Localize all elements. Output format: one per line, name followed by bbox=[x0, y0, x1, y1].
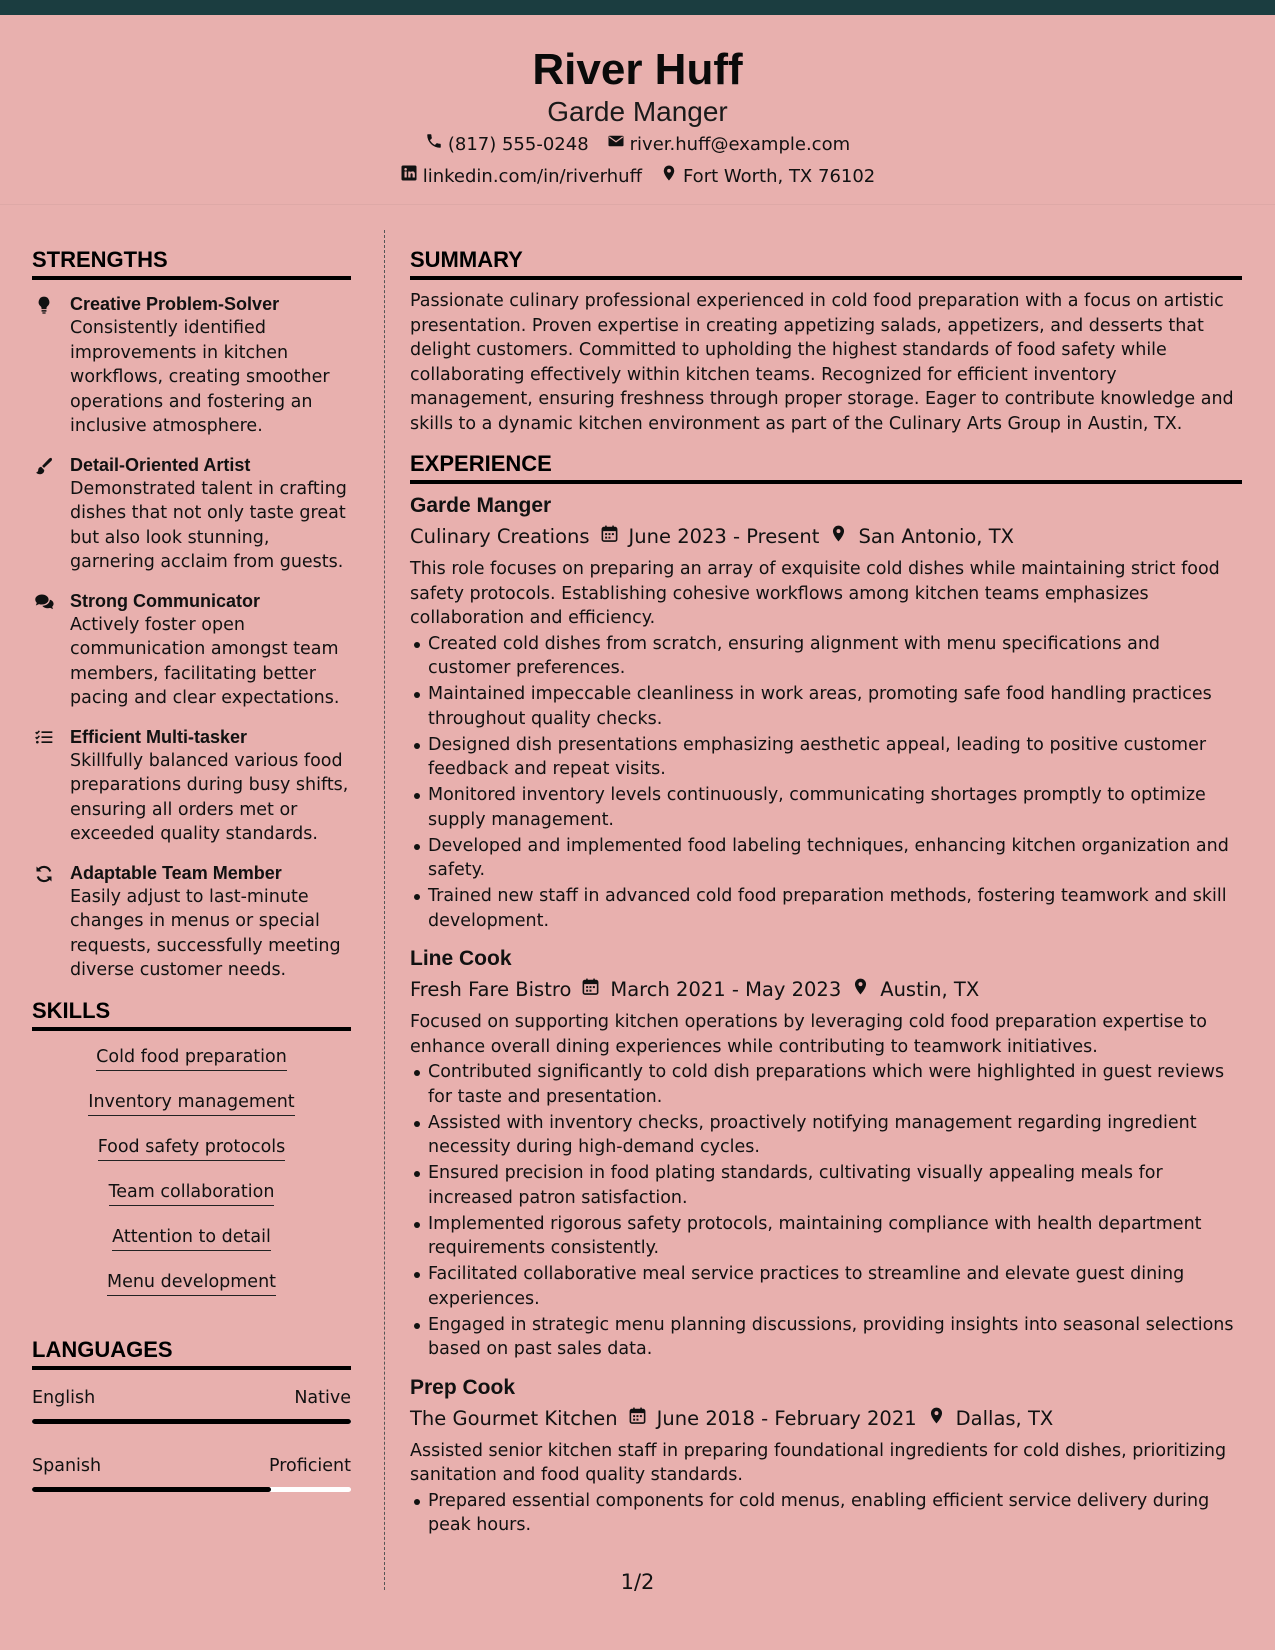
job-bullet: Maintained impeccable cleanliness in work areas, promoting safe food handling practices throughout quality checks. bbox=[410, 682, 1242, 731]
paintbrush-icon bbox=[32, 453, 70, 575]
skill-tag: Cold food preparation bbox=[96, 1045, 287, 1071]
language-proficiency-bar bbox=[32, 1487, 351, 1492]
language-item bbox=[32, 1454, 351, 1492]
strength-item bbox=[32, 589, 351, 711]
job-dates: June 2023 - Present bbox=[628, 525, 820, 548]
job-entry bbox=[410, 1374, 1242, 1538]
map-pin-icon bbox=[927, 1405, 946, 1433]
job-bullet: Prepared essential components for cold menus, enabling efficient service delivery during peak hours. bbox=[410, 1489, 1242, 1538]
strength-title: Creative Problem-Solver bbox=[70, 294, 280, 314]
envelope-icon bbox=[607, 129, 625, 161]
calendar-icon bbox=[600, 523, 619, 551]
map-pin-icon bbox=[851, 976, 870, 1004]
job-company: Fresh Fare Bistro bbox=[410, 978, 572, 1001]
checklist-icon bbox=[32, 725, 70, 847]
job-bullets bbox=[410, 632, 1242, 934]
strengths-heading: STRENGTHS bbox=[32, 246, 351, 280]
strength-item bbox=[32, 861, 351, 983]
job-bullets bbox=[410, 1489, 1242, 1538]
strength-title: Strong Communicator bbox=[70, 590, 261, 611]
phone-contact[interactable] bbox=[425, 129, 589, 161]
job-bullet: Engaged in strategic menu planning discussions, providing insights into seasonal selections based on past sales data. bbox=[410, 1313, 1242, 1362]
language-proficiency-fill bbox=[32, 1419, 351, 1424]
contact-row-1 bbox=[0, 129, 1275, 161]
language-name: English bbox=[32, 1387, 96, 1408]
job-title: Garde Manger bbox=[410, 494, 552, 517]
job-bullet: Designed dish presentations emphasizing aesthetic appeal, leading to positive customer feedback and repeat visits. bbox=[410, 733, 1242, 782]
linkedin-contact[interactable] bbox=[400, 161, 642, 193]
languages-heading: LANGUAGES bbox=[32, 1336, 351, 1370]
job-meta bbox=[410, 1405, 1242, 1433]
language-name: Spanish bbox=[32, 1455, 102, 1476]
strength-item bbox=[32, 292, 351, 439]
job-description: Assisted senior kitchen staff in preparing foundational ingredients for cold dishes, prioritizing sanitation and food quality standards. bbox=[410, 1440, 1227, 1485]
strength-desc: Skillfully balanced various food preparations during busy shifts, ensuring all orders met or exceeded quality standards. bbox=[70, 750, 349, 844]
job-company: The Gourmet Kitchen bbox=[410, 1406, 618, 1430]
email-contact[interactable] bbox=[607, 129, 850, 161]
strength-title: Detail-Oriented Artist bbox=[70, 454, 251, 475]
contact-row-2 bbox=[0, 161, 1275, 193]
comments-icon bbox=[32, 589, 70, 711]
calendar-icon bbox=[628, 1405, 647, 1433]
job-bullet: Created cold dishes from scratch, ensuring alignment with menu specifications and customer preferences. bbox=[410, 632, 1242, 681]
phone-icon bbox=[425, 129, 443, 161]
job-meta bbox=[410, 976, 1242, 1004]
linkedin-icon bbox=[400, 161, 418, 193]
language-proficiency-bar bbox=[32, 1419, 351, 1424]
page-number: 1/2 bbox=[620, 1570, 655, 1594]
job-dates: March 2021 - May 2023 bbox=[610, 978, 842, 1001]
map-pin-icon bbox=[660, 161, 678, 193]
location-text: Fort Worth, TX 76102 bbox=[682, 166, 876, 187]
strength-title: Adaptable Team Member bbox=[70, 862, 282, 883]
job-bullet: Ensured precision in food plating standards, cultivating visually appealing meals for increased patron satisfaction. bbox=[410, 1161, 1242, 1210]
skill-tag: Food safety protocols bbox=[98, 1135, 286, 1161]
skill-tag: Team collaboration bbox=[109, 1180, 275, 1206]
strength-item bbox=[32, 725, 351, 847]
language-level: Proficient bbox=[269, 1455, 351, 1476]
experience-heading: EXPERIENCE bbox=[410, 450, 1242, 484]
job-bullet: Developed and implemented food labeling techniques, enhancing kitchen organization and safety. bbox=[410, 834, 1242, 883]
skills-heading: SKILLS bbox=[32, 997, 351, 1031]
calendar-icon bbox=[581, 976, 600, 1004]
job-description: This role focuses on preparing an array of exquisite cold dishes while maintaining strict food safety protocols. Establishing cohesive workflows among kitchen teams emphasizes collaboration and efficiency. bbox=[410, 559, 1220, 628]
column-divider bbox=[384, 230, 385, 1590]
strength-desc: Easily adjust to last-minute changes in menus or special requests, successfully meeting diverse customer needs. bbox=[70, 886, 341, 980]
sync-icon bbox=[32, 861, 70, 983]
strength-desc: Actively foster open communication amongst team members, facilitating better pacing and clear expectations. bbox=[70, 614, 340, 708]
right-column bbox=[410, 246, 1242, 1539]
skill-tag: Attention to detail bbox=[112, 1225, 271, 1251]
strength-title: Efficient Multi-tasker bbox=[70, 726, 248, 747]
email-text: river.huff@example.com bbox=[629, 134, 851, 155]
skill-tag: Menu development bbox=[107, 1270, 276, 1296]
strength-item bbox=[32, 453, 351, 575]
language-item bbox=[32, 1386, 351, 1424]
job-bullet: Monitored inventory levels continuously, communicating shortages promptly to optimize supply management. bbox=[410, 783, 1242, 832]
location-contact bbox=[660, 161, 875, 193]
summary-text: Passionate culinary professional experienced in cold food preparation with a focus on artistic presentation. Proven expertise in creating appetizing salads, appetizers, and desserts that delight customers. Committed to upholding the highest standards of food safety while collaborating effectively within kitchen teams. Recognized for efficient inventory management, ensuring freshness through proper storage. Eager to contribute knowledge and skills to a dynamic kitchen environment as part of the Culinary Arts Group in Austin, TX. bbox=[410, 291, 1234, 434]
job-bullet: Facilitated collaborative meal service practices to streamline and elevate guest dining experiences. bbox=[410, 1262, 1242, 1311]
job-bullet: Trained new staff in advanced cold food preparation methods, fostering teamwork and skill development. bbox=[410, 884, 1242, 933]
top-accent-bar bbox=[0, 0, 1275, 15]
phone-text: (817) 555-0248 bbox=[447, 134, 589, 155]
language-level: Native bbox=[294, 1387, 351, 1408]
job-dates: June 2018 - February 2021 bbox=[656, 1406, 917, 1430]
job-bullet: Implemented rigorous safety protocols, maintaining compliance with health department requirements consistently. bbox=[410, 1212, 1242, 1261]
strength-desc: Demonstrated talent in crafting dishes that not only taste great but also look stunning, garnering acclaim from guests. bbox=[70, 478, 347, 572]
map-pin-icon bbox=[829, 523, 848, 551]
skill-tag: Inventory management bbox=[88, 1090, 294, 1116]
job-entry bbox=[410, 492, 1242, 933]
job-company: Culinary Creations bbox=[410, 525, 590, 548]
candidate-title: Garde Manger bbox=[547, 96, 728, 127]
job-bullets bbox=[410, 1060, 1242, 1362]
job-location: Dallas, TX bbox=[955, 1406, 1054, 1430]
strengths-list bbox=[32, 292, 351, 983]
language-proficiency-fill bbox=[32, 1487, 271, 1492]
resume-header bbox=[0, 15, 1275, 205]
job-entry bbox=[410, 945, 1242, 1362]
job-bullet: Assisted with inventory checks, proactively notifying management regarding ingredient necessity during high-demand cycles. bbox=[410, 1111, 1242, 1160]
job-title: Prep Cook bbox=[410, 1375, 516, 1399]
left-column bbox=[32, 246, 351, 1492]
summary-heading: SUMMARY bbox=[410, 246, 1242, 280]
skills-list bbox=[32, 1045, 351, 1296]
job-location: Austin, TX bbox=[880, 978, 980, 1001]
candidate-name: River Huff bbox=[532, 45, 743, 94]
job-description: Focused on supporting kitchen operations by leveraging cold food preparation expertise to enhance overall dining experiences while contributing to teamwork initiatives. bbox=[410, 1012, 1207, 1057]
linkedin-text: linkedin.com/in/riverhuff bbox=[422, 166, 642, 187]
job-bullet: Contributed significantly to cold dish preparations which were highlighted in guest reviews for taste and presentation. bbox=[410, 1060, 1242, 1109]
header-separator bbox=[0, 204, 1275, 205]
job-title: Line Cook bbox=[410, 947, 512, 970]
strength-desc: Consistently identified improvements in kitchen workflows, creating smoother operations and fostering an inclusive atmosphere. bbox=[70, 318, 330, 436]
job-location: San Antonio, TX bbox=[858, 525, 1014, 548]
job-meta bbox=[410, 523, 1242, 551]
lightbulb-icon bbox=[32, 292, 70, 439]
